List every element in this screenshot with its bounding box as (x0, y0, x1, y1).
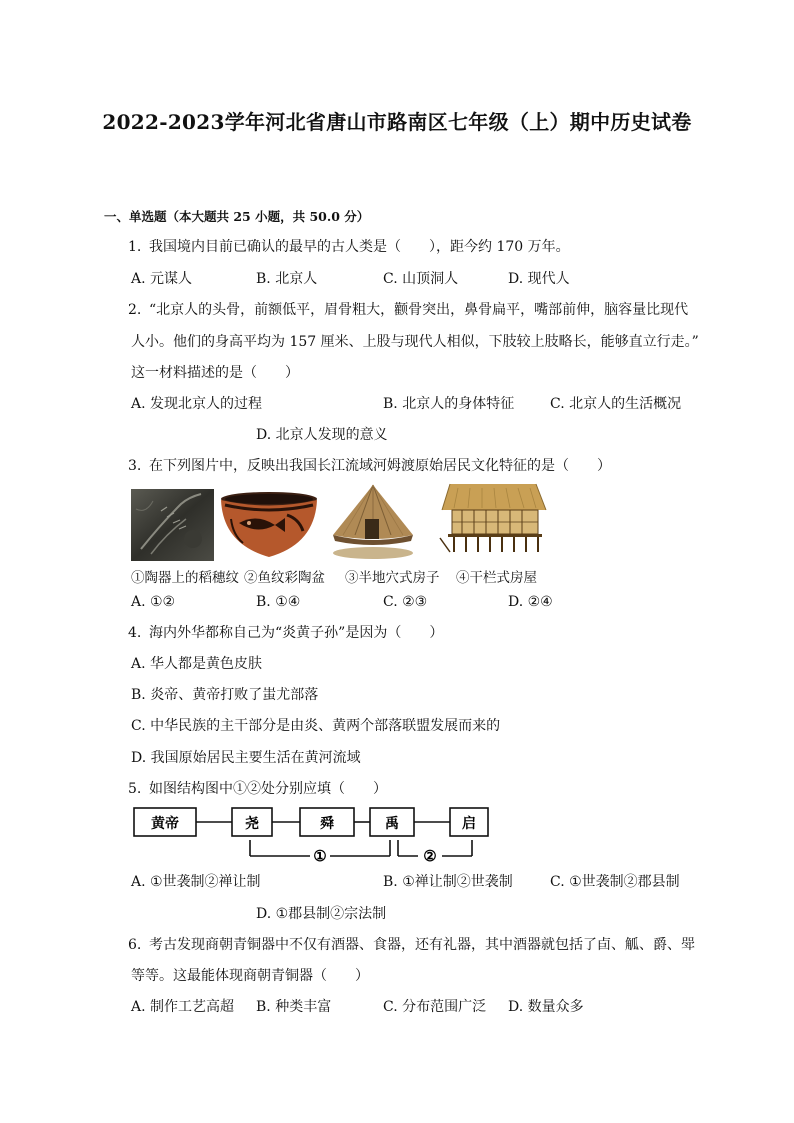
q2-option-c: C. 北京人的生活概况 (550, 396, 682, 412)
q1-option-d: D. 现代人 (508, 271, 570, 287)
q4-option-c: C. 中华民族的主干部分是由炎、黄两个部落联盟发展而来的 (131, 718, 501, 734)
question-2-stem-line-1: “北京人的头骨，前额低平，眉骨粗大，颧骨突出，鼻骨扁平，嘴部前伸，脑容量比现代 (149, 302, 689, 318)
question-1-stem: 我国境内目前已确认的最早的古人类是（ ），距今约 170 万年。 (149, 239, 570, 255)
q5-option-a: A. ①世袭制②禅让制 (131, 874, 261, 890)
q2-option-a: A. 发现北京人的过程 (131, 396, 263, 412)
q3-option-a: A. ①② (131, 594, 176, 610)
q5-option-c: C. ①世袭制②郡县制 (550, 874, 680, 890)
succession-structure-diagram (130, 804, 490, 864)
question-1-number: 1. (128, 239, 142, 255)
q3-option-d: D. ②④ (508, 594, 553, 610)
fish-pattern-basin-image (217, 489, 321, 561)
q4-option-b: B. 炎帝、黄帝打败了蚩尤部落 (131, 687, 319, 703)
diagram-label-shun: 舜 (320, 816, 334, 832)
q1-option-c: C. 山顶洞人 (383, 271, 459, 287)
q3-image-caption-3: ③半地穴式房子 (345, 570, 440, 586)
diagram-mark-2: ② (423, 847, 437, 864)
question-4-number: 4. (128, 625, 142, 641)
q6-option-a: A. 制作工艺高超 (131, 999, 235, 1015)
q2-option-b: B. 北京人的身体特征 (383, 396, 515, 412)
diagram-label-qi: 启 (462, 816, 476, 832)
q6-option-d: D. 数量众多 (508, 999, 584, 1015)
stilt-house-image (438, 480, 548, 554)
question-6-stem-line-2: 等等。这最能体现商朝青铜器（ ） (131, 968, 369, 984)
q6-option-c: C. 分布范围广泛 (383, 999, 487, 1015)
question-4-stem: 海内外华都称自己为“炎黄子孙”是因为（ ） (149, 625, 444, 641)
question-2-stem-line-2: 人小。他们的身高平均为 157 厘米、上股与现代人相似，下肢较上肢略长，能够直立行走。” (131, 334, 699, 350)
diagram-mark-1: ① (313, 847, 327, 864)
q3-image-caption-4: ④干栏式房屋 (456, 570, 537, 586)
diagram-label-yu: 禹 (385, 816, 399, 832)
q3-image-caption-1: ①陶器上的稻穗纹 (131, 570, 239, 586)
rice-pattern-pottery-image (131, 489, 214, 561)
question-2-number: 2. (128, 302, 142, 318)
question-3-number: 3. (128, 458, 142, 474)
q3-option-c: C. ②③ (383, 594, 428, 610)
q5-option-d: D. ①郡县制②宗法制 (256, 906, 387, 922)
question-6-stem-line-1: 考古发现商朝青铜器中不仅有酒器、食器，还有礼器，其中酒器就包括了卣、觚、爵、斝 (149, 937, 695, 953)
page-title: 2022-2023学年河北省唐山市路南区七年级（上）期中历史试卷 (102, 110, 692, 134)
question-5-stem: 如图结构图中①②处分别应填（ ） (149, 781, 387, 797)
section-header: 一、单选题（本大题共 25 小题，共 50.0 分） (104, 209, 370, 224)
question-6-number: 6. (128, 937, 142, 953)
question-2-stem-line-3: 这一材料描述的是（ ） (131, 365, 299, 381)
q1-option-b: B. 北京人 (256, 271, 318, 287)
q5-option-b: B. ①禅让制②世袭制 (383, 874, 513, 890)
q2-option-d: D. 北京人发现的意义 (256, 427, 388, 443)
semi-subterranean-house-image (327, 483, 419, 561)
diagram-label-huangdi: 黄帝 (151, 816, 179, 832)
q6-option-b: B. 种类丰富 (256, 999, 332, 1015)
q4-option-d: D. 我国原始居民主要生活在黄河流域 (131, 750, 361, 766)
question-3-stem: 在下列图片中，反映出我国长江流域河姆渡原始居民文化特征的是（ ） (149, 458, 611, 474)
diagram-label-yao: 尧 (245, 816, 259, 832)
question-5-number: 5. (128, 781, 142, 797)
q3-option-b: B. ①④ (256, 594, 301, 610)
q3-image-caption-2: ②鱼纹彩陶盆 (244, 570, 325, 586)
q4-option-a: A. 华人都是黄色皮肤 (131, 656, 263, 672)
q1-option-a: A. 元谋人 (131, 271, 193, 287)
